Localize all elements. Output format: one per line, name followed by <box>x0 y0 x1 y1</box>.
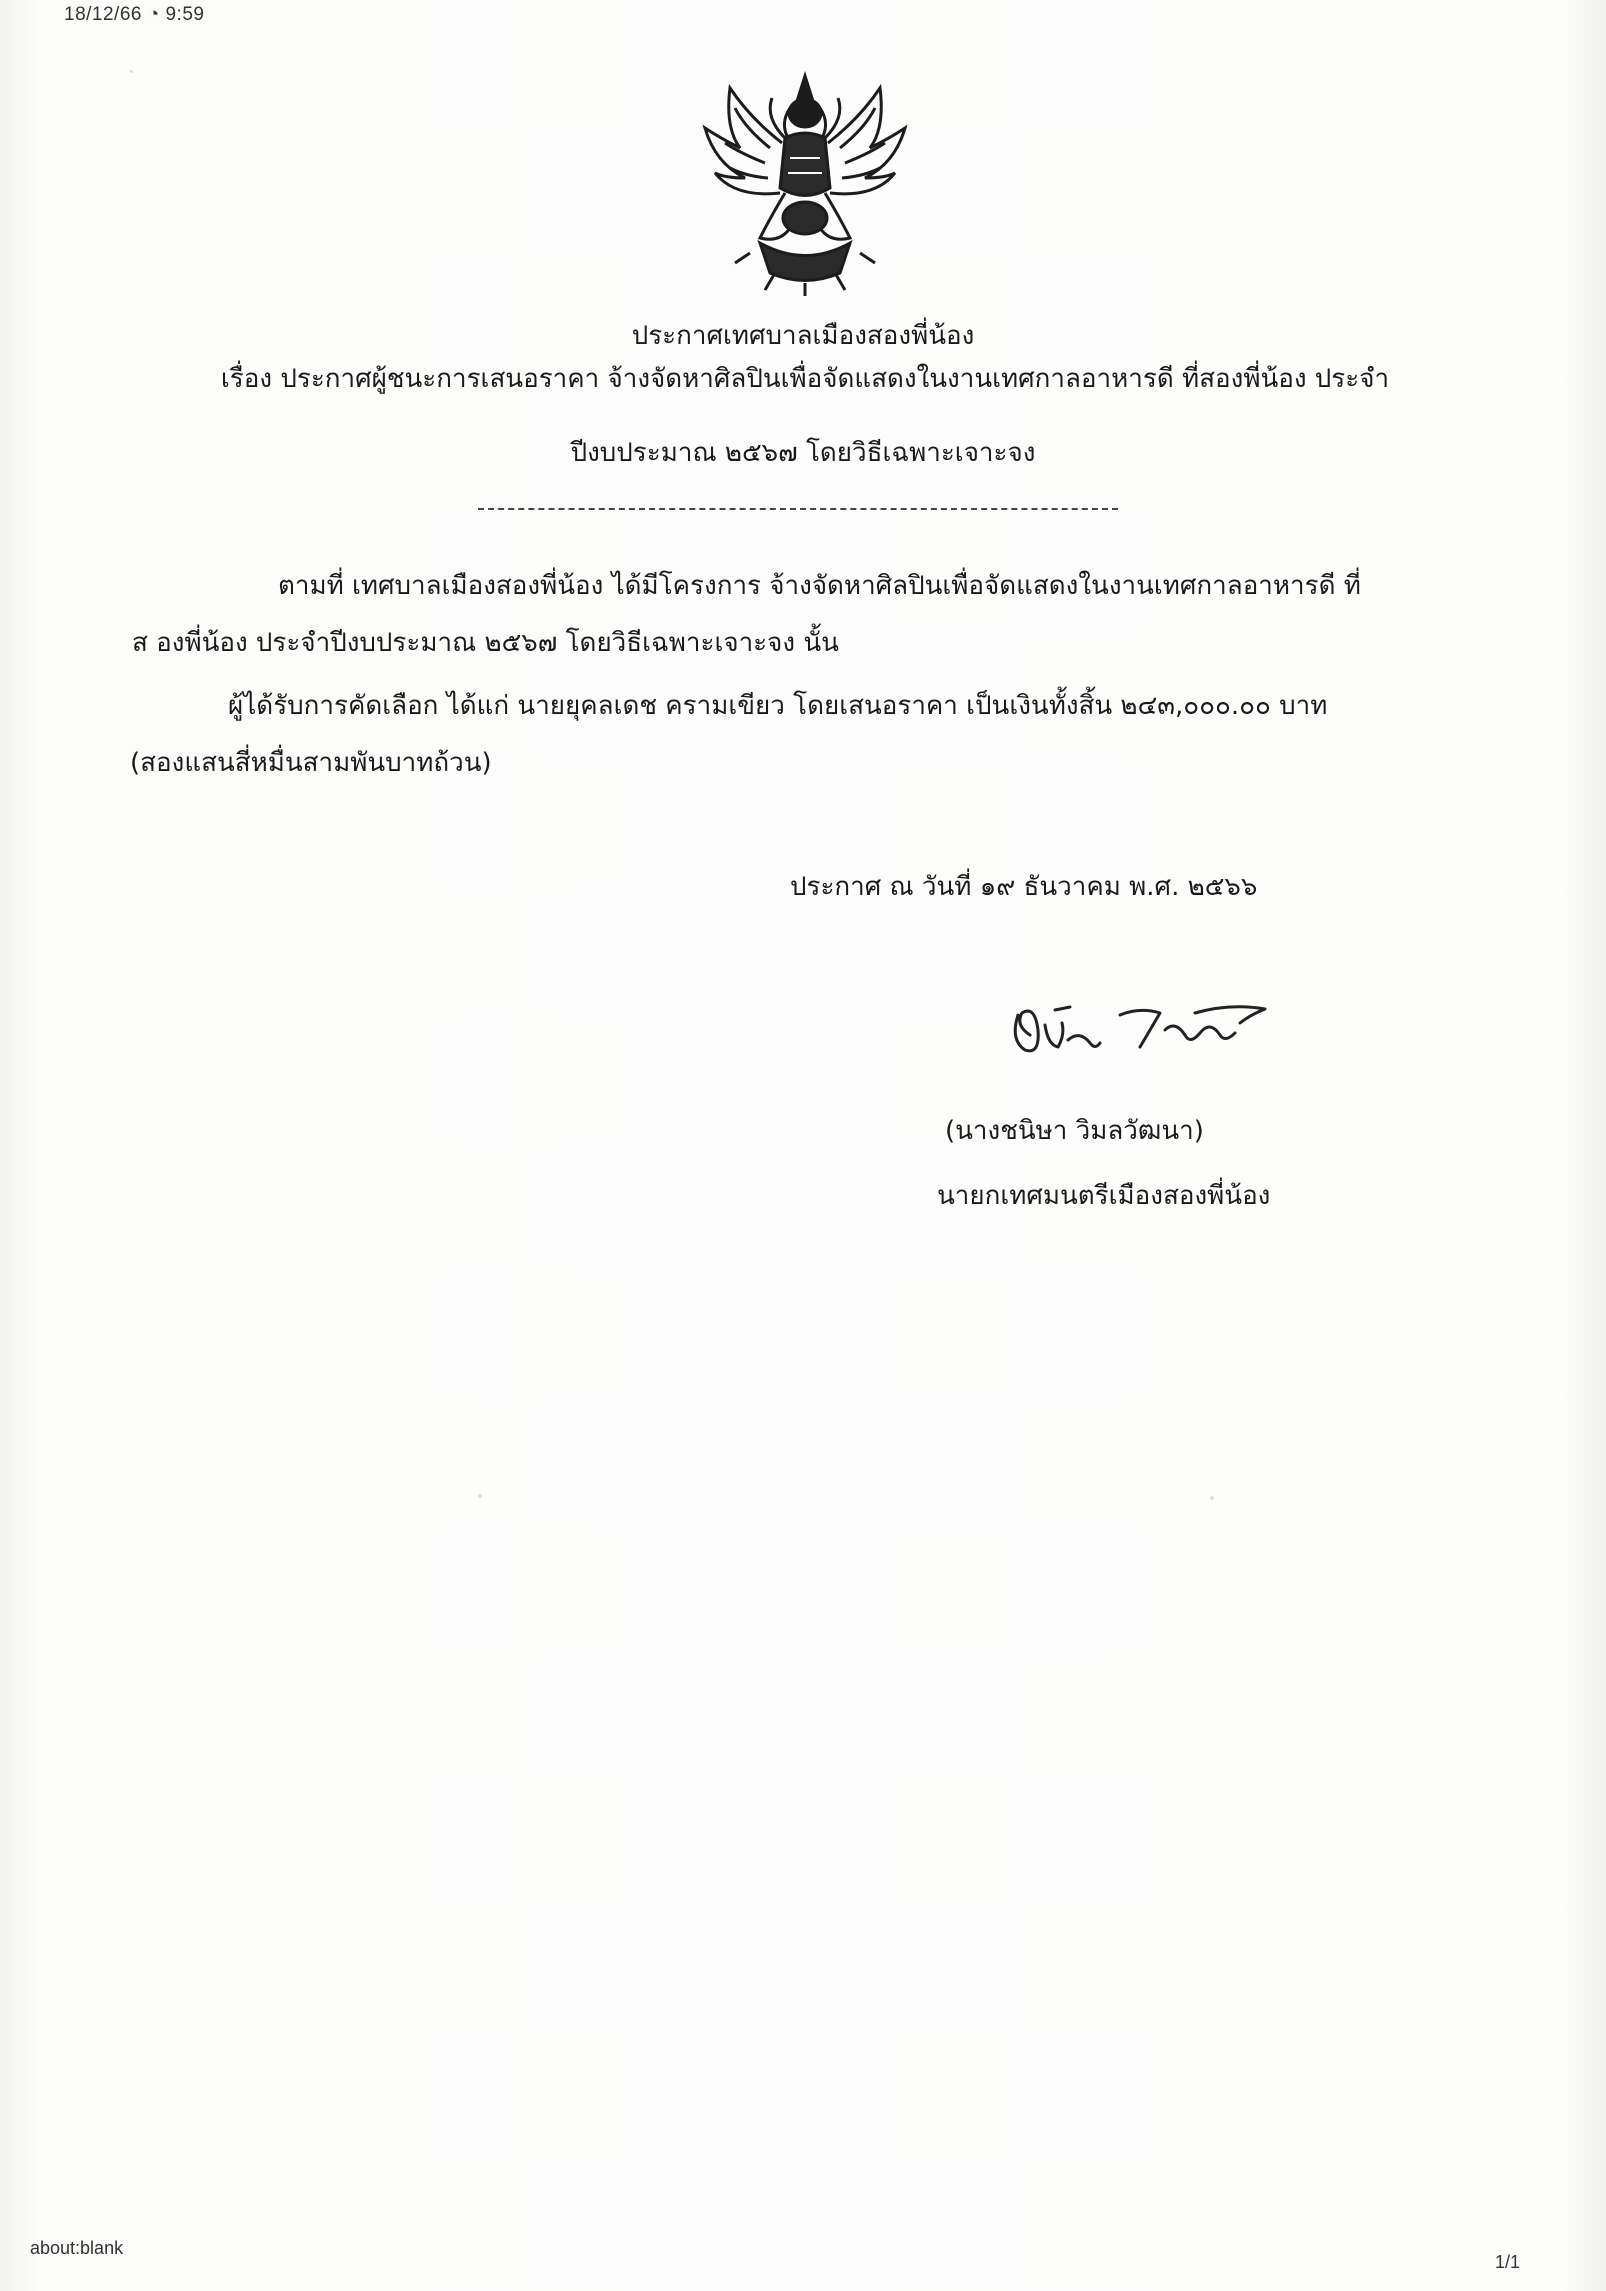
paragraph-2-line-2: (สองแสนสี่หมื่นสามพันบาทถ้วน) <box>130 748 492 778</box>
separator-rule <box>478 508 1118 510</box>
signer-title: นายกเทศมนตรีเมืองสองพี่น้อง <box>937 1181 1271 1211</box>
paragraph-1-line-1: ตามที่ เทศบาลเมืองสองพี่น้อง ได้มีโครงการ จ้างจัดหาศิลปินเพื่อจัดแสดงในงานเทศกาลอาหารดี ที่ <box>278 571 1361 601</box>
scan-timestamp: 18/12/66 ◔ 9:59 <box>64 4 205 25</box>
announcement-date: ประกาศ ณ วันที่ ๑๙ ธันวาคม พ.ศ. ๒๕๖๖ <box>790 872 1258 902</box>
handwritten-signature <box>1000 985 1280 1085</box>
subject-line-1: เรื่อง ประกาศผู้ชนะการเสนอราคา จ้างจัดหาศิลปินเพื่อจัดแสดงในงานเทศกาลอาหารดี ที่สองพี่น้อง ประจำ <box>220 364 1390 394</box>
scan-speck <box>1210 1496 1214 1500</box>
scan-speck <box>478 1494 482 1498</box>
signer-name: (นางชนิษา วิมลวัฒนา) <box>945 1116 1204 1146</box>
issuer-heading: ประกาศเทศบาลเมืองสองพี่น้อง <box>631 321 975 351</box>
scan-speck <box>130 70 133 73</box>
subject-line-2: ปีงบประมาณ ๒๕๖๗ โดยวิธีเฉพาะเจาะจง <box>570 438 1036 468</box>
paragraph-1-line-2: ส องพี่น้อง ประจำปีงบประมาณ ๒๕๖๗ โดยวิธีเฉพาะเจาะจง นั้น <box>132 628 839 658</box>
page-count: 1/1 <box>1495 2252 1521 2272</box>
garuda-emblem-icon <box>690 68 920 298</box>
footer-url: about:blank <box>30 2238 124 2258</box>
paragraph-2-line-1: ผู้ได้รับการคัดเลือก ได้แก่ นายยุคลเดช ครามเขียว โดยเสนอราคา เป็นเงินทั้งสิ้น ๒๔๓,๐๐๐.๐๐ บาท <box>228 691 1328 721</box>
